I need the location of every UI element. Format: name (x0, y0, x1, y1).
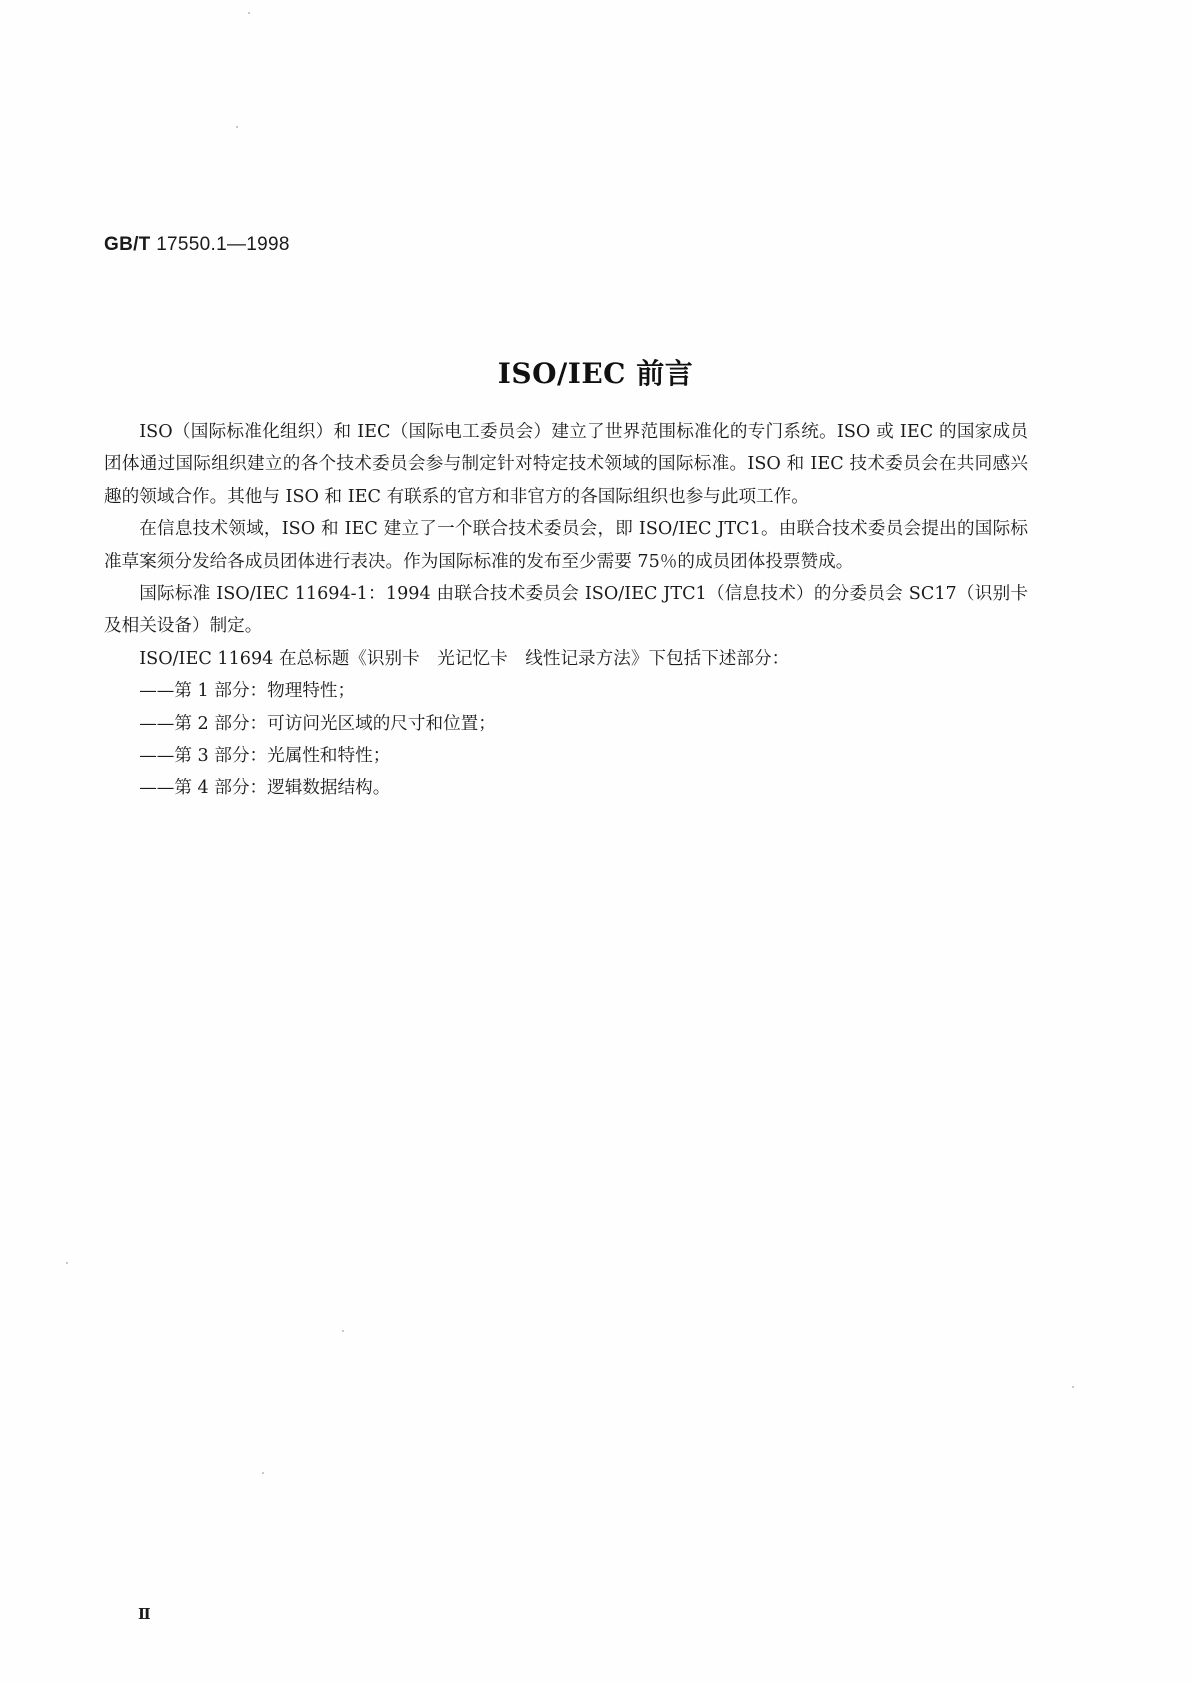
scan-speck (236, 126, 238, 128)
part-list-item-3: ——第 3 部分：光属性和特性； (139, 746, 391, 767)
standard-code (104, 234, 290, 256)
page-title: ISO/IEC 前言 (497, 357, 694, 390)
paragraph-jtc1: 在信息技术领域，ISO 和 IEC 建立了一个联合技术委员会，即 ISO/IEC JTC1。由联合技术委员会提出的国际标准草案须分发给各成员团体进行表决。作为国际标准的发布至少需要 75％的成员团体投票赞成。 (104, 519, 1028, 572)
paragraph-iso-iec-system: ISO（国际标准化组织）和 IEC（国际电工委员会）建立了世界范围标准化的专门系统。ISO 或 IEC 的国家成员团体通过国际组织建立的各个技术委员会参与制定针对特定技术领域的国际标准。ISO 和 IEC 技术委员会在共同感兴趣的领域合作。其他与 ISO 和 IEC 有联系的官方和非官方的各国际组织也参与此项工作。 (104, 422, 1028, 507)
scan-speck (66, 1262, 68, 1264)
scan-speck (262, 1472, 264, 1474)
scan-speck (342, 1330, 344, 1332)
scan-speck (248, 12, 250, 14)
standard-prefix: GB/T (104, 234, 151, 255)
scan-speck (1072, 1386, 1074, 1388)
foreword-body (104, 416, 1028, 805)
standard-number: 17550.1—1998 (156, 234, 290, 255)
part-list-item-4: ——第 4 部分：逻辑数据结构。 (139, 778, 391, 799)
part-list-item-2: ——第 2 部分：可访问光区域的尺寸和位置； (139, 713, 496, 734)
page-number: Ⅱ (138, 1605, 151, 1623)
paragraph-sc17: 国际标准 ISO/IEC 11694-1：1994 由联合技术委员会 ISO/IEC JTC1（信息技术）的分委员会 SC17（识别卡及相关设备）制定。 (104, 584, 1028, 637)
part-list-item-1: ——第 1 部分：物理特性； (139, 681, 356, 702)
paragraph-parts-intro: ISO/IEC 11694 在总标题《识别卡 光记忆卡 线性记录方法》下包括下述部分： (139, 648, 790, 669)
